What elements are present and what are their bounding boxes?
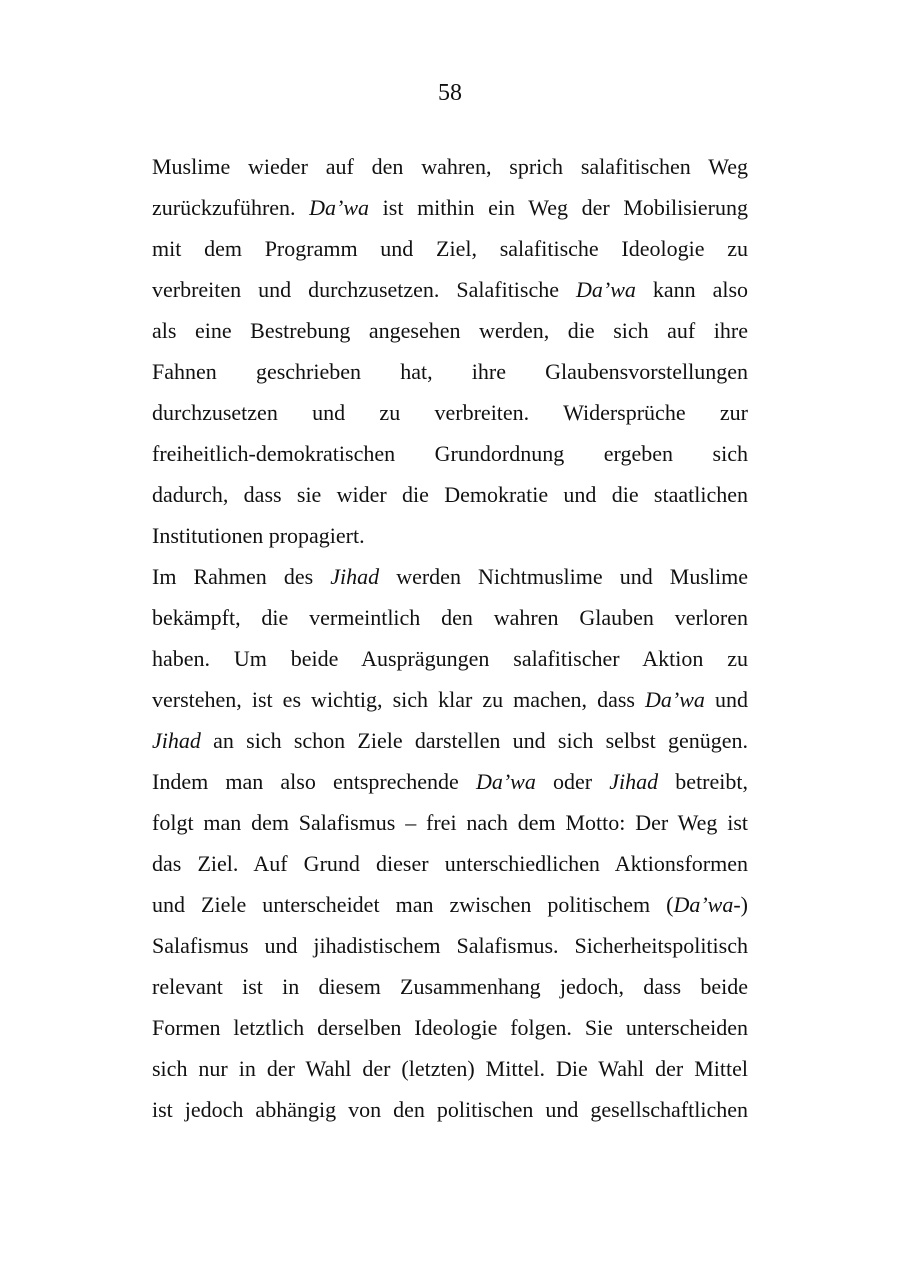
- page-number: 58: [438, 80, 462, 106]
- text-line: [152, 1089, 748, 1130]
- text-run: relevant ist in diesem Zusammenhang jedoch, dass beide: [152, 974, 748, 999]
- text-run: ist jedoch abhängig von den politischen und gesellschaftlichen: [152, 1097, 748, 1122]
- text-line: [152, 146, 748, 187]
- text-line: [152, 1048, 748, 1089]
- text-run: haben. Um beide Ausprägungen salafitischer Aktion zu: [152, 646, 748, 671]
- text-run: werden Nichtmuslime und Muslime: [379, 564, 748, 589]
- body-text: [152, 146, 748, 1130]
- text-run: Fahnen geschrieben hat, ihre Glaubensvorstellungen: [152, 359, 748, 384]
- text-run: betreibt,: [658, 769, 749, 794]
- text-line: [152, 679, 748, 720]
- text-line: [152, 966, 748, 1007]
- text-run: Muslime wieder auf den wahren, sprich salafitischen Weg: [152, 154, 748, 179]
- text-line: [152, 556, 748, 597]
- text-run: ist mithin ein Weg der Mobilisierung: [369, 195, 748, 220]
- text-run: und Ziele unterscheidet man zwischen politischem (: [152, 892, 674, 917]
- text-run: folgt man dem Salafismus – frei nach dem Motto: Der Weg ist: [152, 810, 748, 835]
- italic-term: Jihad: [609, 769, 659, 794]
- text-line: [152, 925, 748, 966]
- text-line: [152, 269, 748, 310]
- italic-term: Da’wa: [575, 277, 636, 302]
- text-line: [152, 310, 748, 351]
- text-run: -): [733, 892, 748, 917]
- text-run: sich nur in der Wahl der (letzten) Mittel. Die Wahl der Mittel: [152, 1056, 748, 1081]
- text-line: [152, 802, 748, 843]
- text-run: an sich schon Ziele darstellen und sich selbst genügen.: [200, 728, 748, 753]
- text-line: [152, 761, 748, 802]
- italic-term: Da’wa: [673, 892, 734, 917]
- text-run: mit dem Programm und Ziel, salafitische Ideologie zu: [152, 236, 748, 261]
- text-line: [152, 187, 748, 228]
- text-run: zurückzuführen.: [152, 195, 310, 220]
- text-line: [152, 228, 748, 269]
- text-run: durchzusetzen und zu verbreiten. Widersprüche zur: [152, 400, 748, 425]
- italic-term: Da’wa: [475, 769, 536, 794]
- text-run: kann also: [635, 277, 749, 302]
- text-line: [152, 392, 748, 433]
- text-run: verbreiten und durchzusetzen. Salafitische: [152, 277, 576, 302]
- text-run: Im Rahmen des: [152, 564, 331, 589]
- text-line: [152, 884, 748, 925]
- text-run: Salafismus und jihadistischem Salafismus. Sicherheitspolitisch: [152, 933, 748, 958]
- text-run: das Ziel. Auf Grund dieser unterschiedlichen Aktionsformen: [152, 851, 748, 876]
- text-line: [152, 638, 748, 679]
- italic-term: Jihad: [152, 728, 201, 753]
- text-run: freiheitlich-demokratischen Grundordnung ergeben sich: [152, 441, 748, 466]
- paragraph: [152, 146, 748, 556]
- italic-term: Da’wa: [645, 687, 705, 712]
- text-line: [152, 597, 748, 638]
- text-run: und: [704, 687, 748, 712]
- text-line: [152, 474, 748, 515]
- text-line: [152, 720, 748, 761]
- text-line: [152, 351, 748, 392]
- text-run: oder: [535, 769, 610, 794]
- text-line: [152, 433, 748, 474]
- italic-term: Da’wa: [309, 195, 370, 220]
- text-run: bekämpft, die vermeintlich den wahren Glauben verloren: [152, 605, 748, 630]
- text-line: [152, 843, 748, 884]
- text-line: [152, 1007, 748, 1048]
- paragraph: [152, 556, 748, 1130]
- text-run: Formen letztlich derselben Ideologie folgen. Sie unterscheiden: [152, 1015, 748, 1040]
- text-run: dadurch, dass sie wider die Demokratie und die staatlichen: [152, 482, 748, 507]
- text-line: [152, 515, 748, 556]
- text-run: verstehen, ist es wichtig, sich klar zu machen, dass: [152, 687, 646, 712]
- text-run: Institutionen propagiert.: [152, 523, 365, 548]
- text-run: Indem man also entsprechende: [152, 769, 476, 794]
- italic-term: Jihad: [330, 564, 380, 589]
- text-run: als eine Bestrebung angesehen werden, die sich auf ihre: [152, 318, 748, 343]
